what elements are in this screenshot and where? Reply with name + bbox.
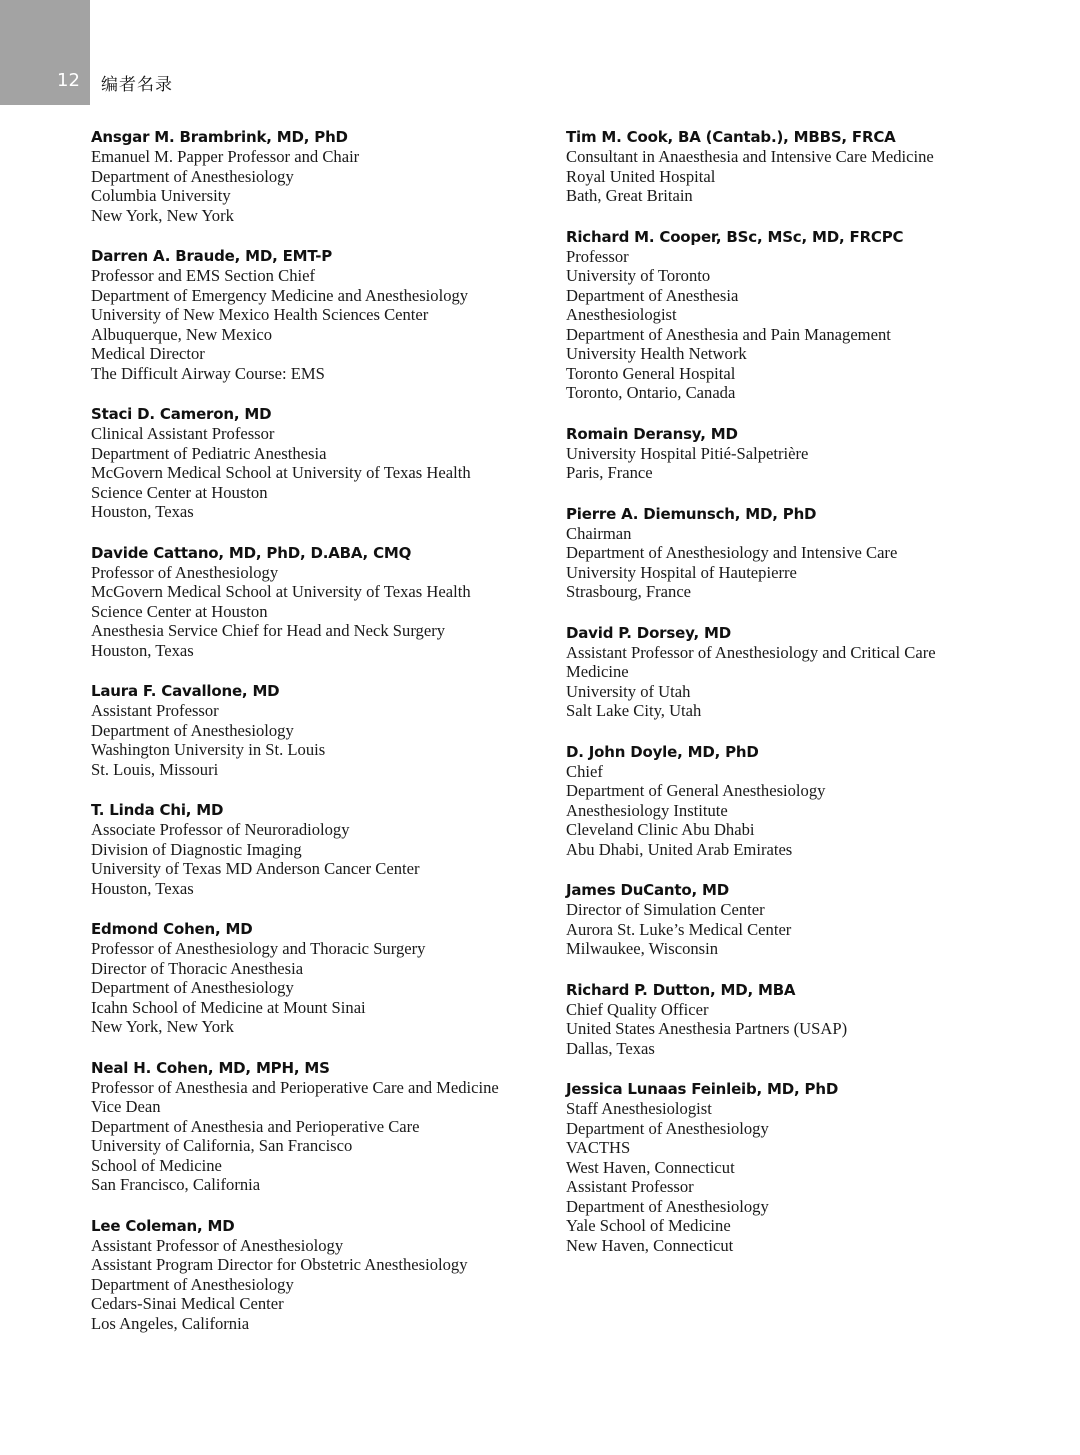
contributor-name: James DuCanto, MD bbox=[566, 881, 729, 899]
affiliation-line: Clinical Assistant Professor bbox=[91, 424, 275, 443]
contributor-entry bbox=[91, 246, 561, 383]
affiliation-line: Department of Pediatric Anesthesia bbox=[91, 443, 327, 463]
affiliation-line: Assistant Professor of Anesthesiology and Critical Care bbox=[566, 642, 936, 662]
affiliation-line: Associate Professor of Neuroradiology bbox=[91, 820, 350, 839]
affiliation-line: Department of Anesthesiology bbox=[91, 1274, 294, 1294]
affiliation-line: Professor of Anesthesiology bbox=[91, 562, 279, 582]
affiliation-line: University of California, San Francisco bbox=[91, 1136, 353, 1155]
affiliation-line: West Haven, Connecticut bbox=[566, 1157, 735, 1177]
affiliation-line: Director of Simulation Center bbox=[566, 900, 765, 919]
affiliation-line: Anesthesiologist bbox=[566, 305, 677, 324]
affiliation-line: University Health Network bbox=[566, 344, 747, 363]
contributor-name: Pierre A. Diemunsch, MD, PhD bbox=[566, 504, 817, 523]
affiliation-line: Professor bbox=[566, 246, 629, 266]
affiliation-line: Medical Director bbox=[91, 344, 205, 363]
affiliation-line: Department of Anesthesia and Perioperative Care bbox=[91, 1116, 420, 1136]
affiliation-line: Consultant in Anaesthesia and Intensive Care Medicine bbox=[566, 147, 934, 166]
affiliation-line: Cedars-Sinai Medical Center bbox=[91, 1294, 284, 1313]
page-number: 12 bbox=[57, 70, 80, 91]
affiliation-line: Department of Anesthesiology bbox=[566, 1118, 769, 1138]
affiliation-line: Milwaukee, Wisconsin bbox=[566, 939, 719, 958]
affiliation-line: Vice Dean bbox=[91, 1097, 161, 1116]
affiliation-line: United States Anesthesia Partners (USAP) bbox=[566, 1019, 848, 1038]
contributor-name: Ansgar M. Brambrink, MD, PhD bbox=[91, 128, 348, 146]
affiliation-line: Department of General Anesthesiology bbox=[566, 781, 826, 800]
affiliation-line: Department of Anesthesia and Pain Management bbox=[566, 324, 891, 344]
contributor-entry bbox=[91, 404, 561, 522]
affiliation-line: Department of Anesthesiology bbox=[91, 166, 294, 186]
affiliation-line: Department of Anesthesiology and Intensive Care bbox=[566, 543, 898, 562]
affiliation-line: Los Angeles, California bbox=[91, 1313, 250, 1333]
contributor-entry bbox=[566, 227, 1056, 403]
affiliation-line: Medicine bbox=[566, 662, 629, 681]
affiliation-line: New York, New York bbox=[91, 205, 234, 225]
affiliation-line: Cleveland Clinic Abu Dhabi bbox=[566, 820, 755, 839]
contributor-name: Jessica Lunaas Feinleib, MD, PhD bbox=[566, 1080, 839, 1098]
contributor-name: Lee Coleman, MD bbox=[91, 1216, 235, 1235]
affiliation-line: Chief bbox=[566, 761, 603, 781]
affiliation-line: New York, New York bbox=[91, 1017, 234, 1036]
affiliation-line: Royal United Hospital bbox=[566, 166, 716, 186]
affiliation-line: Anesthesia Service Chief for Head and Neck Surgery bbox=[91, 621, 446, 640]
affiliation-line: San Francisco, California bbox=[91, 1175, 261, 1194]
affiliation-line: Bath, Great Britain bbox=[566, 186, 693, 205]
affiliation-line: Professor and EMS Section Chief bbox=[91, 266, 315, 285]
contributor-entry bbox=[566, 623, 1056, 721]
affiliation-line: Washington University in St. Louis bbox=[91, 740, 326, 759]
contributor-entry bbox=[91, 681, 561, 779]
contributor-name: Richard P. Dutton, MD, MBA bbox=[566, 980, 796, 999]
contributor-name: Romain Deransy, MD bbox=[566, 424, 738, 443]
affiliation-line: Emanuel M. Papper Professor and Chair bbox=[91, 147, 360, 166]
affiliation-line: Staff Anesthesiologist bbox=[566, 1099, 712, 1118]
affiliation-line: Director of Thoracic Anesthesia bbox=[91, 958, 304, 978]
affiliation-line: Assistant Professor bbox=[566, 1177, 694, 1196]
contributor-entry bbox=[566, 1079, 1056, 1255]
contributor-entry bbox=[91, 543, 561, 661]
affiliation-line: McGovern Medical School at University of Texas Health bbox=[91, 582, 471, 601]
affiliation-line: Salt Lake City, Utah bbox=[566, 701, 702, 720]
affiliation-line: University of Texas MD Anderson Cancer Center bbox=[91, 859, 420, 878]
affiliation-line: Aurora St. Luke’s Medical Center bbox=[566, 919, 792, 939]
contributor-name: Edmond Cohen, MD bbox=[91, 920, 253, 938]
affiliation-line: Yale School of Medicine bbox=[566, 1216, 731, 1235]
affiliation-line: Toronto General Hospital bbox=[566, 363, 736, 383]
contributor-name: T. Linda Chi, MD bbox=[91, 801, 224, 819]
contributor-entry bbox=[566, 980, 1056, 1059]
affiliation-line: University of New Mexico Health Sciences Center bbox=[91, 305, 429, 324]
affiliation-line: Department of Anesthesiology bbox=[91, 978, 294, 997]
contributor-column-right bbox=[566, 127, 1056, 1276]
affiliation-line: St. Louis, Missouri bbox=[91, 759, 219, 779]
affiliation-line: Columbia University bbox=[91, 186, 231, 205]
affiliation-line: Department of Anesthesiology bbox=[566, 1196, 769, 1216]
contributor-entry bbox=[566, 742, 1056, 860]
affiliation-line: Department of Anesthesiology bbox=[91, 720, 294, 740]
affiliation-line: Toronto, Ontario, Canada bbox=[566, 383, 736, 402]
affiliation-line: McGovern Medical School at University of Texas Health bbox=[91, 463, 471, 482]
affiliation-line: VACTHS bbox=[566, 1138, 631, 1157]
affiliation-line: University Hospital of Hautepierre bbox=[566, 562, 797, 582]
contributor-entry bbox=[91, 919, 561, 1037]
contributor-entry bbox=[566, 424, 1056, 483]
affiliation-line: Houston, Texas bbox=[91, 878, 194, 898]
affiliation-line: Strasbourg, France bbox=[566, 582, 692, 601]
contributor-entry bbox=[566, 127, 1056, 206]
affiliation-line: University of Utah bbox=[566, 681, 691, 701]
affiliation-line: Chairman bbox=[566, 523, 632, 543]
affiliation-line: New Haven, Connecticut bbox=[566, 1235, 734, 1255]
affiliation-line: Science Center at Houston bbox=[91, 601, 268, 621]
contributor-entry bbox=[91, 1058, 561, 1195]
affiliation-line: Abu Dhabi, United Arab Emirates bbox=[566, 839, 793, 859]
contributor-column-left bbox=[91, 127, 561, 1354]
section-title: 编者名录 bbox=[101, 75, 173, 95]
contributor-name: D. John Doyle, MD, PhD bbox=[566, 742, 759, 761]
contributor-name: Davide Cattano, MD, PhD, D.ABA, CMQ bbox=[91, 543, 412, 562]
contributor-entry bbox=[91, 1216, 561, 1334]
contributor-name: Staci D. Cameron, MD bbox=[91, 405, 272, 423]
affiliation-line: Department of Emergency Medicine and Anesthesiology bbox=[91, 285, 469, 305]
affiliation-line: Dallas, Texas bbox=[566, 1038, 655, 1058]
contributor-name: Richard M. Cooper, BSc, MSc, MD, FRCPC bbox=[566, 227, 904, 246]
affiliation-line: Albuquerque, New Mexico bbox=[91, 324, 273, 344]
contributor-name: Neal H. Cohen, MD, MPH, MS bbox=[91, 1058, 330, 1077]
affiliation-line: Icahn School of Medicine at Mount Sinai bbox=[91, 997, 366, 1017]
affiliation-line: Houston, Texas bbox=[91, 640, 194, 660]
contributor-name: Laura F. Cavallone, MD bbox=[91, 682, 280, 700]
contributor-entry bbox=[566, 880, 1056, 959]
affiliation-line: Science Center at Houston bbox=[91, 482, 268, 502]
affiliation-line: Paris, France bbox=[566, 463, 653, 482]
affiliation-line: Assistant Program Director for Obstetric Anesthesiology bbox=[91, 1255, 468, 1274]
affiliation-line: Chief Quality Officer bbox=[566, 999, 709, 1019]
contributor-name: David P. Dorsey, MD bbox=[566, 623, 731, 642]
affiliation-line: Professor of Anesthesia and Perioperative Care and Medicine bbox=[91, 1077, 499, 1097]
affiliation-line: Department of Anesthesia bbox=[566, 285, 739, 305]
affiliation-line: University of Toronto bbox=[566, 266, 711, 285]
affiliation-line: Anesthesiology Institute bbox=[566, 800, 728, 820]
contributor-entry bbox=[566, 504, 1056, 602]
affiliation-line: Houston, Texas bbox=[91, 502, 194, 521]
contributor-entry bbox=[91, 127, 561, 225]
affiliation-line: The Difficult Airway Course: EMS bbox=[91, 363, 325, 383]
affiliation-line: Assistant Professor bbox=[91, 701, 219, 720]
affiliation-line: Professor of Anesthesiology and Thoracic Surgery bbox=[91, 939, 426, 958]
contributor-entry bbox=[91, 800, 561, 898]
affiliation-line: Assistant Professor of Anesthesiology bbox=[91, 1235, 344, 1255]
affiliation-line: Division of Diagnostic Imaging bbox=[91, 839, 302, 859]
contributor-name: Darren A. Braude, MD, EMT-P bbox=[91, 247, 333, 265]
contributor-name: Tim M. Cook, BA (Cantab.), MBBS, FRCA bbox=[566, 128, 896, 146]
affiliation-line: School of Medicine bbox=[91, 1155, 222, 1175]
affiliation-line: University Hospital Pitié-Salpetrière bbox=[566, 443, 809, 463]
